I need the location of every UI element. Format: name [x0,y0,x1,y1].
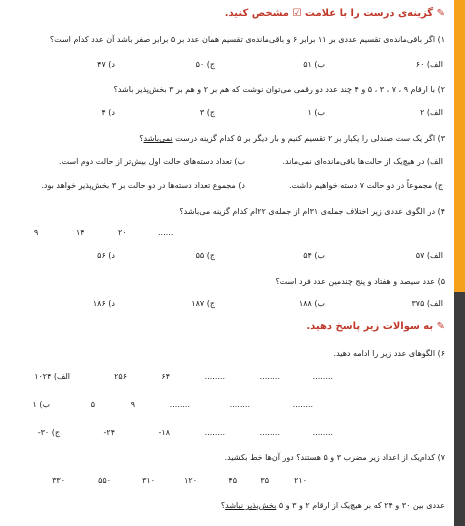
q3-text [10,133,445,144]
q8-text [10,500,445,511]
q6-row-a-2: ۲۵۶ [114,372,127,381]
q2-option-c[interactable]: ج) ۳ [199,108,215,117]
q3-option-c[interactable]: ج) مجموعاً در دو حالت ۷ دسته خواهیم داشت. [289,181,443,190]
q6-row-c-5[interactable]: ........ [259,428,280,437]
section-1-title: ✎ گزینه‌ی درست را با علامت ☑ مشخص کنید. [224,8,445,19]
section-2-title: ✎ به سوالات زیر پاسخ دهید. [306,321,445,332]
q6-row-b-4[interactable]: ........ [169,400,190,409]
q6-row-a-1: الف) ۱۰۲۴ [34,372,70,381]
pencil-icon: ✎ [433,8,445,19]
q1-option-b[interactable]: ب) ۵۱ [303,60,325,69]
q8-text-underlined: بخش‌پذیر نباشد [225,501,277,510]
side-bar-orange [454,0,465,292]
q6-row-c-2: ۲۴- [103,428,115,437]
q4-seq-2: ۱۴ [76,228,85,237]
q6-row-c-1: ج) ۳۰- [37,428,60,437]
q6-row-b-6[interactable]: ........ [292,400,313,409]
q3-option-a[interactable]: الف) در هیچ‌یک از حالت‌ها باقی‌مانده‌ای نمی‌ماند. [282,157,443,166]
q6-row-c-4[interactable]: ........ [204,428,225,437]
pencil-icon: ✎ [433,321,445,332]
q8-text-main: عددی بین ۳۰ و ۲۴ که بر هیچ‌یک از ارقام ۲ و ۳ و ۵ [276,501,445,510]
q6-row-b-3: ۹ [130,400,135,409]
q6-row-a-6[interactable]: ........ [312,372,333,381]
q4-option-d[interactable]: د) ۵۶ [97,251,115,260]
q3-text-end: ؟ [139,134,144,143]
q1-option-a[interactable]: الف) ۶۰ [415,60,443,69]
q7-text: ۷) کدام‌یک از اعداد زیر مضرب ۳ و ۵ هستند؟ دور آن‌ها خط بکشید. [224,453,445,462]
side-bar-gray [454,292,465,526]
q5-option-c[interactable]: ج) ۱۸۷ [191,299,215,308]
q2-option-d[interactable]: د) ۴ [101,108,115,117]
q6-row-a-4[interactable]: ........ [204,372,225,381]
q2-option-a[interactable]: الف) ۲ [420,108,443,117]
q3-option-b[interactable]: ب) تعداد دسته‌های حالت اول بیش‌تر از حالت دوم است. [58,157,245,166]
q6-row-b-2: ۵ [90,400,95,409]
q6-row-a-3: ۶۴ [161,372,170,381]
q1-text: ۱) اگر باقی‌مانده‌ی تقسیم عددی بر ۱۱ برابر ۶ و باقی‌مانده‌ی تقسیم همان عدد بر ۵ برابر صفر باشد آن عدد کدام است؟ [49,35,445,44]
q1-option-d[interactable]: د) ۴۷ [97,60,115,69]
q3-text-main: ۳) اگر یک ست صندلی را یکبار بر ۲ تقسیم کنیم و بار دیگر بر ۵ کدام گزینه درست [172,134,445,143]
q6-text: ۶) الگوهای عدد زیر را ادامه دهید. [333,349,445,358]
q5-text: ۵) عدد سیصد و هفتاد و پنج چندمین عدد فرد است؟ [275,277,445,286]
q4-text: ۴) در الگوی عددی زیر اختلاف جمله‌ی ۳۱ام از جمله‌ی ۲۲ام کدام گزینه می‌باشد؟ [179,207,445,216]
q7-number-3[interactable]: ۴۵ [228,476,237,485]
q2-text: ۲) با ارقام ۹ ، ۷ ، ۳ ، ۵ و ۴ چند عدد دو رقمی می‌توان نوشت که هم بر ۲ و هم بر ۳ بخش‌پذیر باشد؟ [113,85,445,94]
q7-number-1[interactable]: ۲۱۰ [294,476,307,485]
q5-option-b[interactable]: ب) ۱۸۸ [298,299,325,308]
q6-row-a-5[interactable]: ........ [259,372,280,381]
q4-option-c[interactable]: ج) ۵۵ [195,251,215,260]
q7-number-5[interactable]: ۳۱۰ [142,476,155,485]
q6-row-b-5[interactable]: ........ [229,400,250,409]
q7-number-7[interactable]: ۳۳۰ [52,476,65,485]
q6-row-b-1: ب) ۱ [32,400,50,409]
q3-text-underlined: نمی‌باشد [143,134,173,143]
q4-seq-4: ...... [158,228,174,237]
q7-number-2[interactable]: ۳۵ [260,476,269,485]
q6-row-c-3: ۱۸- [158,428,170,437]
q6-row-c-6[interactable]: ........ [312,428,333,437]
q7-number-6[interactable]: ۵۵۰ [98,476,111,485]
q8-text-end: ؟ [220,501,226,510]
q4-option-b[interactable]: ب) ۵۴ [303,251,325,260]
q4-seq-1: ۹ [34,228,39,237]
q3-option-d[interactable]: د) مجموع تعداد دسته‌ها در دو حالت بر ۳ بخش‌پذیر خواهد بود. [41,181,245,190]
q5-option-a[interactable]: الف) ۳۷۵ [411,299,443,308]
q4-seq-3: ۲۰ [118,228,127,237]
q1-option-c[interactable]: ج) ۵۰ [195,60,215,69]
q7-number-4[interactable]: ۱۲۰ [184,476,197,485]
q2-option-b[interactable]: ب) ۱ [307,108,325,117]
q5-option-d[interactable]: د) ۱۸۶ [92,299,115,308]
q4-option-a[interactable]: الف) ۵۷ [415,251,443,260]
